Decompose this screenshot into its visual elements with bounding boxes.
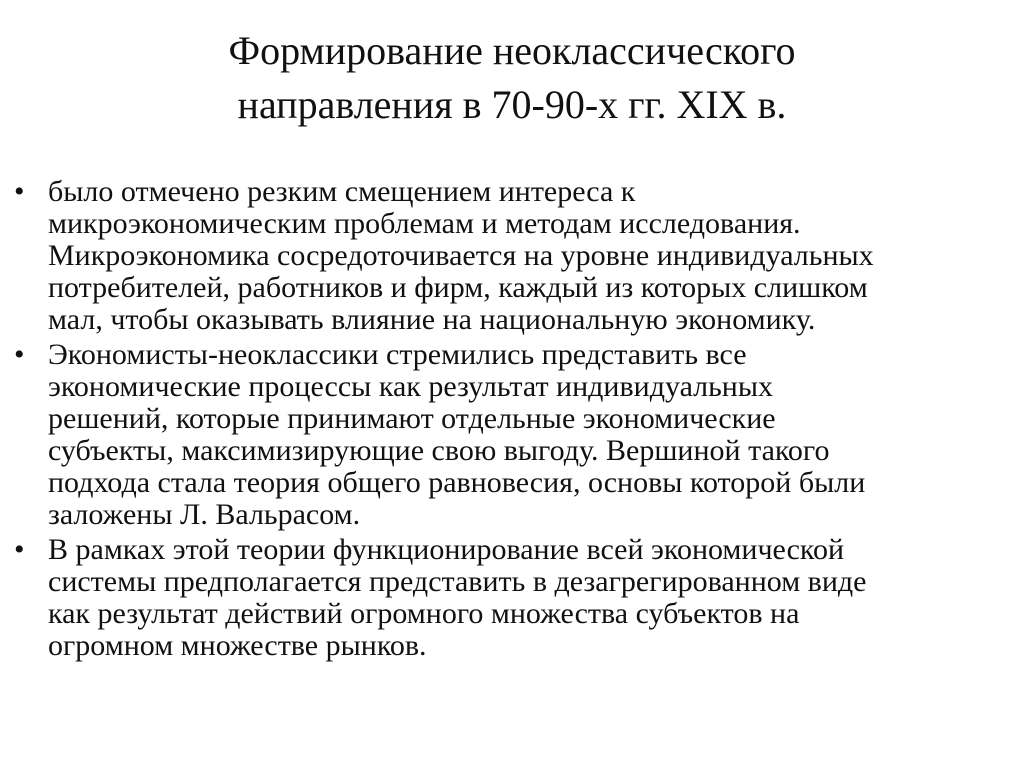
bullet-list (0, 176, 1024, 665)
bullet-item (0, 534, 1024, 662)
bullet-dot-icon: • (14, 533, 25, 566)
bullet-text-line: потребителей, работников и фирм, каждый из которых слишком (48, 271, 868, 304)
bullet-text-line: Микроэкономика сосредоточивается на уровне индивидуальных (48, 239, 874, 272)
bullet-text-line: решений, которые принимают отдельные экономические (48, 402, 776, 435)
slide-title-line: направления в 70-90-х гг. XIX в. (237, 82, 787, 127)
bullet-item (0, 339, 1024, 531)
bullet-text-line: микроэкономическим проблемам и методам исследования. (48, 207, 801, 240)
bullet-text-line: экономические процессы как результат индивидуальных (48, 370, 774, 403)
bullet-text-line: было отмечено резким смещением интереса к (48, 175, 636, 208)
bullet-text-line: мал, чтобы оказывать влияние на национальную экономику. (48, 303, 816, 336)
bullet-text-line: системы предполагается представить в дезагрегированном виде (48, 565, 867, 598)
bullet-text-line: В рамках этой теории функционирование всей экономической (48, 533, 845, 566)
bullet-item (0, 176, 1024, 336)
bullet-text (48, 339, 1024, 531)
bullet-text-line: огромном множестве рынков. (48, 629, 427, 662)
slide-title-line: Формирование неоклассического (228, 28, 796, 73)
bullet-dot-icon: • (14, 338, 25, 371)
bullet-text (48, 176, 1024, 336)
bullet-text-line: заложены Л. Вальрасом. (48, 498, 361, 531)
bullet-text-line: как результат действий огромного множества субъектов на (48, 597, 800, 630)
slide-title (92, 24, 932, 132)
bullet-text (48, 534, 1024, 662)
bullet-dot-icon: • (14, 175, 25, 208)
bullet-text-line: субъекты, максимизирующие свою выгоду. Вершиной такого (48, 434, 830, 467)
bullet-text-line: Экономисты-неоклассики стремились представить все (48, 338, 747, 371)
bullet-text-line: подхода стала теория общего равновесия, основы которой были (48, 466, 866, 499)
